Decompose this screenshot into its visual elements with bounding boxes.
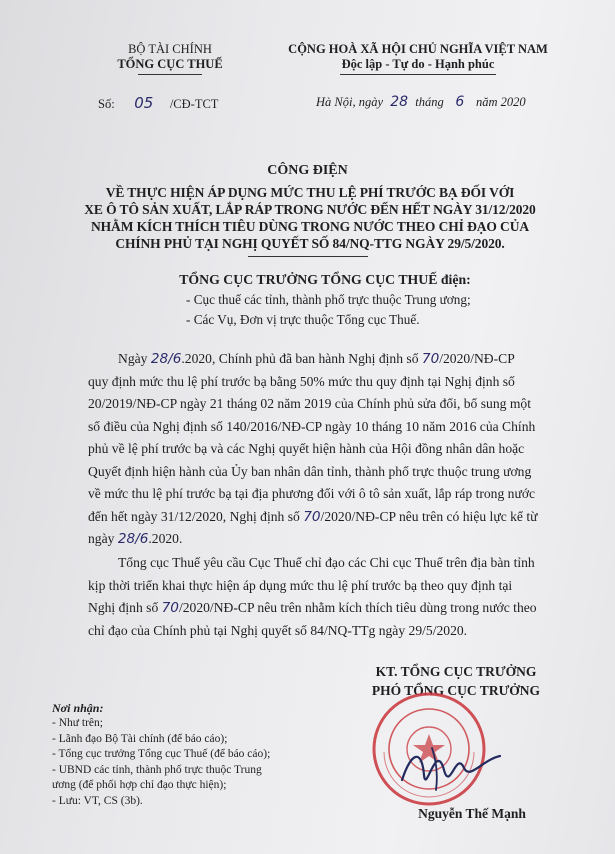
para2-line-3: Nghị định số 70/2020/NĐ-CP nêu trên nhằm kích thích tiêu dùng trong nước theo [88, 600, 537, 616]
sender-line: TỔNG CỤC TRƯỞNG TỔNG CỤC THUẾ điện: [179, 272, 471, 287]
recipient-line-2: - Các Vụ, Đơn vị trực thuộc Tổng cục Thuế. [186, 312, 420, 327]
para1-line-5: phủ về lệ phí trước bạ và các Nghị quyết hiện hành của Hội đồng nhân dân hoặc [88, 441, 525, 456]
paragraph-1 [88, 348, 562, 551]
para1-line-2: quy định mức thu lệ phí trước bạ bằng 50% mức thu quy định tại Nghị định số [88, 373, 515, 389]
document-number [98, 94, 218, 112]
number-handwritten: 05 [134, 94, 154, 112]
title-line-2: XE Ô TÔ SẢN XUẤT, LẮP RÁP TRONG NƯỚC ĐẾN HẾT NGÀY 31/12/2020 [84, 202, 536, 217]
header-left-rule [138, 74, 202, 75]
document-type: CÔNG ĐIỆN [267, 163, 348, 178]
para1-line-8: đến hết ngày 31/12/2020, Nghị định số 70/2020/NĐ-CP nêu trên có hiệu lực kể từ [88, 508, 538, 525]
recipient-line-1: - Cục thuế các tỉnh, thành phố trực thuộc Trung ương; [186, 292, 471, 307]
title-line-4: CHÍNH PHỦ TẠI NGHỊ QUYẾT SỐ 84/NQ-TTG NGÀY 29/5/2020. [115, 236, 505, 251]
date-year: năm 2020 [476, 95, 526, 109]
number-suffix: /CĐ-TCT [169, 97, 219, 111]
signature-title-2: PHÓ TỔNG CỤC TRƯỞNG [371, 683, 541, 698]
handwritten-signature-icon [392, 720, 512, 810]
signature-title-1: KT. TỔNG CỤC TRƯỞNG [375, 664, 537, 679]
title-rule [248, 256, 368, 257]
para2-line-4: chỉ đạo của Chính phủ tại Nghị quyết số 84/NQ-TTg ngày 29/5/2020. [88, 622, 468, 638]
document-date [316, 94, 526, 110]
recipient-item: ương (để phối hợp chỉ đạo thực hiện); [52, 779, 227, 791]
recipient-item: - Lãnh đạo Bộ Tài chính (để báo cáo); [52, 732, 228, 745]
para2-line-2: kịp thời triển khai thực hiện áp dụng mức thu lệ phí trước bạ theo quy định tại [88, 577, 513, 593]
date-month: 6 [455, 94, 465, 110]
header-right-rule [340, 74, 496, 75]
date-day: 28 [390, 94, 409, 110]
para2-line-1: Tổng cục Thuế yêu cầu Cục Thuế chỉ đạo các Chi cục Thuế trên địa bàn tỉnh [118, 555, 535, 570]
title-line-1: VỀ THỰC HIỆN ÁP DỤNG MỨC THU LỆ PHÍ TRƯỚC BẠ ĐỐI VỚI [105, 185, 515, 200]
recipient-item: - Tổng cục trưởng Tổng cục Thuế (để báo cáo); [52, 748, 271, 760]
handwritten-date: 28/6 [150, 351, 182, 367]
para1-line-4: số điều của Nghị định số 140/2016/NĐ-CP ngày 10 tháng 10 năm 2016 của Chính [88, 418, 536, 434]
para1-line-9: ngày 28/6.2020. [88, 531, 183, 547]
recipient-item: - UBND các tỉnh, thành phố trực thuộc Trung [52, 763, 262, 776]
para1-line-1: Ngày 28/6.2020, Chính phủ đã ban hành Nghị định số 70/2020/NĐ-CP [118, 351, 515, 367]
recipient-item: - Lưu: VT, CS (3b). [52, 794, 143, 807]
handwritten-decree-number: 70 [161, 600, 179, 616]
para1-line-7: về mức thu lệ phí trước bạ tại địa phương đối với ô tô sản xuất, lắp ráp trong nước [88, 486, 536, 501]
number-prefix: Số: [98, 97, 115, 111]
date-prefix: Hà Nội, ngày [316, 95, 384, 109]
paragraph-2 [88, 552, 562, 642]
handwritten-decree-number: 70 [421, 351, 440, 367]
date-month-label: tháng [415, 95, 444, 109]
ministry-name: BỘ TÀI CHÍNH [128, 42, 212, 56]
para1-line-6: Quyết định hiện hành của Ủy ban nhân dân tỉnh, thành phố trực thuộc trung ương [88, 463, 532, 479]
handwritten-decree-number: 70 [303, 508, 321, 525]
national-motto: Độc lập - Tự do - Hạnh phúc [341, 57, 495, 71]
handwritten-date: 28/6 [117, 531, 149, 547]
signatory-name: Nguyễn Thế Mạnh [418, 806, 526, 821]
para1-line-3: 20/2019/NĐ-CP ngày 21 tháng 02 năm 2019 của Chính phủ sửa đổi, bổ sung một [88, 396, 531, 411]
department-name: TỔNG CỤC THUẾ [117, 57, 223, 71]
recipients-title: Nơi nhận: [52, 701, 104, 715]
recipients-block [52, 700, 312, 809]
recipient-item: - Như trên; [52, 717, 103, 729]
title-line-3: NHẰM KÍCH THÍCH TIÊU DÙNG TRONG NƯỚC THEO CHỈ ĐẠO CỦA [91, 219, 529, 234]
country-name: CỘNG HOÀ XÃ HỘI CHỦ NGHĨA VIỆT NAM [288, 42, 548, 56]
